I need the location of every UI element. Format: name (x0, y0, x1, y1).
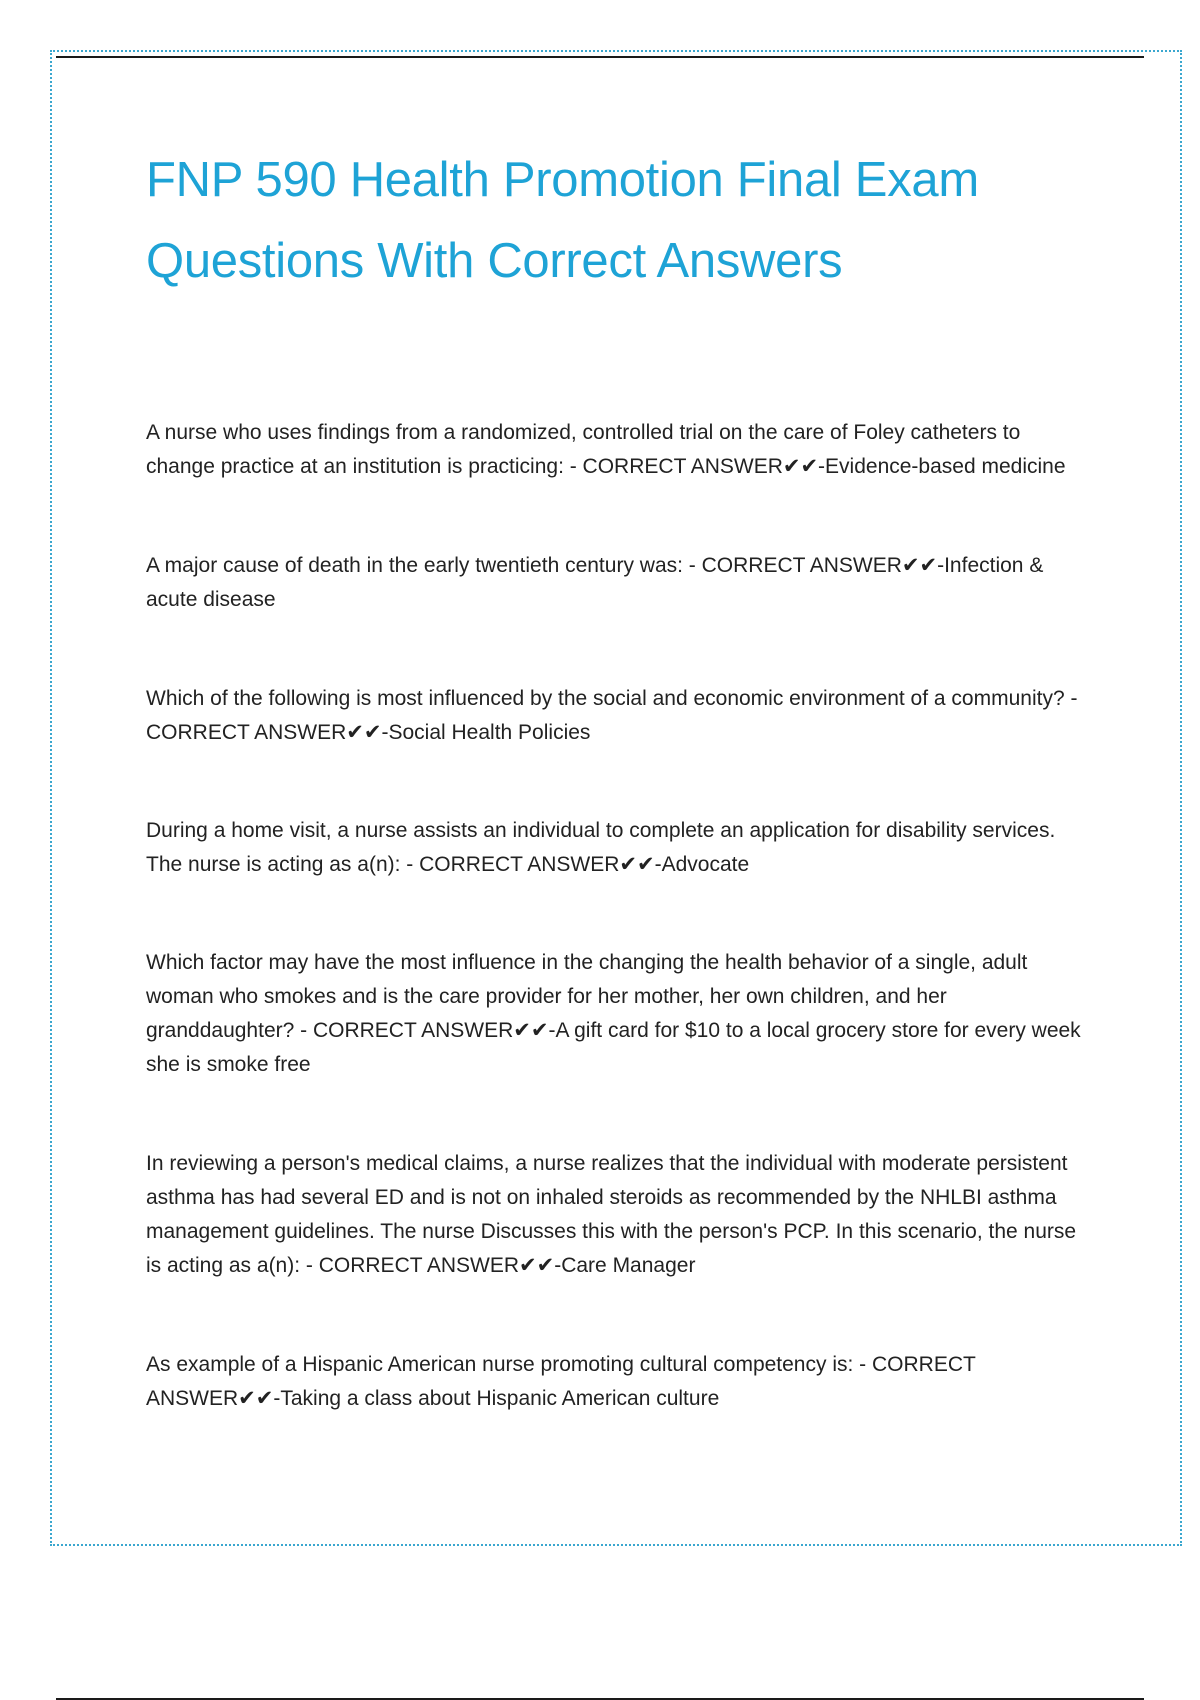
title-line-2: Questions With Correct Answers (146, 234, 843, 288)
question-item-1: A nurse who uses findings from a randomized, controlled trial on the care of Foley catheters to change practice at an institution is practicing: - CORRECT ANSWER✔✔-Evidence-based medicine (146, 421, 1066, 478)
title-line-1: FNP 590 Health Promotion Final Exam (146, 153, 979, 207)
header-rule (56, 56, 1144, 58)
document-body (146, 140, 1086, 1481)
question-list (146, 416, 1086, 1416)
document-title (146, 140, 1086, 302)
question-item-4: During a home visit, a nurse assists an individual to complete an application for disability services. The nurse is acting as a(n): - CORRECT ANSWER✔✔-Advocate (146, 819, 1056, 876)
question-item-7: As example of a Hispanic American nurse promoting cultural competency is: - CORRECT ANSWER✔✔-Taking a class about Hispanic American culture (146, 1353, 976, 1410)
question-item-2: A major cause of death in the early twentieth century was: - CORRECT ANSWER✔✔-Infection & acute disease (146, 554, 1044, 611)
question-item-6: In reviewing a person's medical claims, a nurse realizes that the individual with moderate persistent asthma has had several ED and is not on inhaled steroids as recommended by the NHLBI asthma management guidelines. The nurse Discusses this with the person's PCP. In this scenario, the nurse is acting as a(n): - CORRECT ANSWER✔✔-Care Manager (146, 1152, 1077, 1277)
question-item-3: Which of the following is most influenced by the social and economic environment of a community? - CORRECT ANSWER✔✔-Social Health Policies (146, 687, 1078, 744)
question-item-5: Which factor may have the most influence in the changing the health behavior of a single, adult woman who smokes and is the care provider for her mother, her own children, and her granddaughter? - CORRECT ANSWER✔✔-A gift card for $10 to a local grocery store for every week she is smoke free (146, 951, 1081, 1076)
